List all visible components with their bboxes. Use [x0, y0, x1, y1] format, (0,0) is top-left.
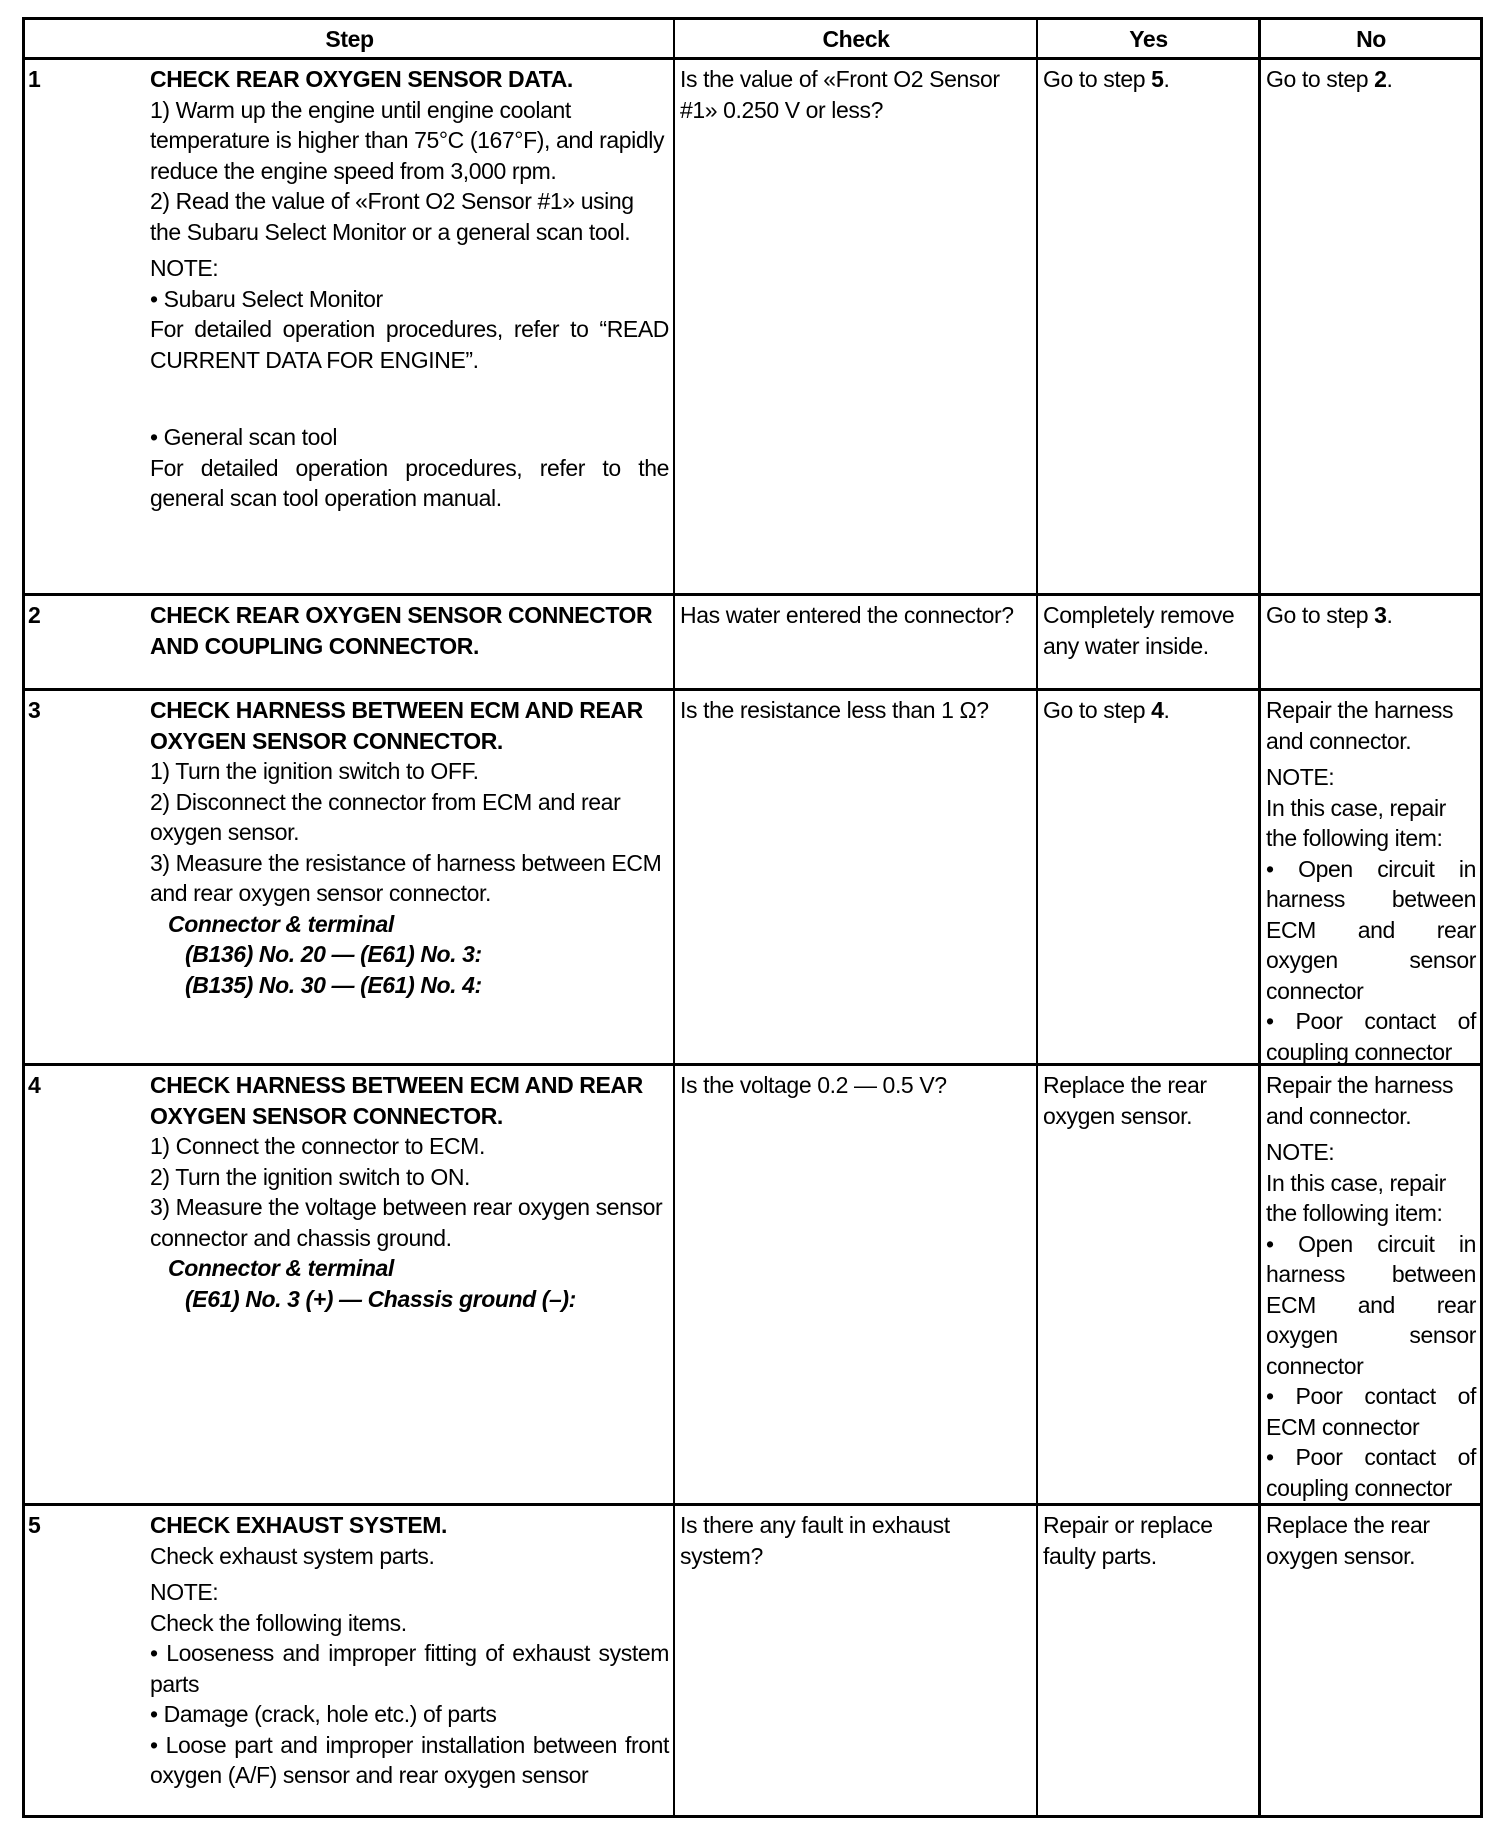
step-number: 4	[28, 1072, 41, 1098]
spec-line: (B135) No. 30 — (E61) No. 4:	[185, 971, 482, 998]
step-title: CHECK REAR OXYGEN SENSOR DATA.	[150, 66, 573, 92]
step-instruction: Check exhaust system parts.	[150, 1542, 435, 1569]
yes-action: Go to step 4.	[1043, 697, 1170, 723]
note-item: • Poor contact of ECM connector	[1266, 1383, 1476, 1440]
check-question: Is the value of «Front O2 Sensor #1» 0.250 V or less?	[680, 66, 1000, 123]
step-body	[150, 1510, 669, 1791]
note-item: • Poor contact of coupling connector	[1266, 1008, 1476, 1065]
no-cell	[1258, 1066, 1480, 1503]
check-cell	[673, 596, 1036, 688]
note-item: • Damage (crack, hole etc.) of parts	[150, 1701, 497, 1727]
no-action: Go to step 2.	[1266, 66, 1393, 92]
check-question: Is the resistance less than 1 Ω?	[680, 697, 989, 723]
note-label: NOTE:	[150, 1579, 219, 1605]
diagnostic-table	[22, 17, 1483, 1818]
spec-line: (E61) No. 3 (+) — Chassis ground (–):	[185, 1285, 576, 1312]
note-text: For detailed operation procedures, refer to the general scan tool operation manual.	[150, 454, 669, 511]
step-instruction: 3) Measure the resistance of harness between ECM and rear oxygen sensor connector.	[150, 849, 662, 906]
step-body	[150, 64, 669, 514]
step-instruction: 1) Warm up the engine until engine coolant temperature is higher than 75°C (167°F), and rapidly reduce the engine speed from 3,000 rpm.	[150, 96, 665, 184]
step-cell	[25, 1506, 673, 1815]
spec-label: Connector & terminal	[168, 910, 394, 937]
yes-cell	[1036, 1506, 1258, 1815]
check-cell	[673, 60, 1036, 593]
step-instruction: 2) Disconnect the connector from ECM and rear oxygen sensor.	[150, 788, 621, 845]
header-step: Step	[325, 26, 374, 52]
spec-label: Connector & terminal	[168, 1255, 394, 1281]
note-item: • Open circuit in harness between ECM and rear oxygen sensor connector	[1266, 1230, 1476, 1379]
no-action: Repair the harness and connector.	[1266, 697, 1454, 754]
header-no: No	[1258, 20, 1480, 57]
step-link: 4	[1151, 697, 1164, 723]
step-number: 3	[28, 697, 41, 723]
note-label: NOTE:	[1266, 764, 1335, 790]
step-body	[150, 695, 669, 1000]
step-cell	[25, 1066, 673, 1503]
table-row-step-5	[25, 1506, 1480, 1815]
yes-action: Completely remove any water inside.	[1043, 602, 1235, 659]
check-cell	[673, 1506, 1036, 1815]
table-header-row	[25, 20, 1480, 60]
yes-action: Replace the rear oxygen sensor.	[1043, 1072, 1207, 1129]
table-row-step-1	[25, 60, 1480, 596]
note-label: NOTE:	[150, 255, 219, 281]
step-title: CHECK HARNESS BETWEEN ECM AND REAR OXYGEN SENSOR CONNECTOR.	[150, 1072, 643, 1129]
yes-cell	[1036, 596, 1258, 688]
step-title: CHECK EXHAUST SYSTEM.	[150, 1512, 448, 1538]
note-bullet: • Subaru Select Monitor	[150, 285, 383, 312]
step-number: 1	[28, 66, 41, 92]
step-instruction: 3) Measure the voltage between rear oxygen sensor connector and chassis ground.	[150, 1194, 663, 1251]
header-check: Check	[673, 20, 1036, 57]
yes-cell	[1036, 691, 1258, 1063]
check-cell	[673, 1066, 1036, 1503]
no-cell	[1258, 596, 1480, 688]
check-cell	[673, 691, 1036, 1063]
no-action: Go to step 3.	[1266, 602, 1393, 628]
step-instruction: 2) Read the value of «Front O2 Sensor #1» using the Subaru Select Monitor or a general scan tool.	[150, 188, 634, 245]
yes-cell	[1036, 60, 1258, 593]
check-question: Is the voltage 0.2 — 0.5 V?	[680, 1072, 947, 1098]
no-cell	[1258, 691, 1480, 1063]
step-link: 2	[1374, 66, 1387, 92]
yes-action: Repair or replace faulty parts.	[1043, 1512, 1213, 1569]
step-cell	[25, 691, 673, 1063]
step-link: 3	[1374, 602, 1387, 628]
step-instruction: 2) Turn the ignition switch to ON.	[150, 1163, 471, 1190]
step-instruction: 1) Turn the ignition switch to OFF.	[150, 758, 479, 784]
note-item: • Open circuit in harness between ECM and rear oxygen sensor connector	[1266, 855, 1476, 1004]
step-title: CHECK REAR OXYGEN SENSOR CONNECTOR AND COUPLING CONNECTOR.	[150, 602, 653, 659]
note-label: NOTE:	[1266, 1139, 1335, 1165]
yes-cell	[1036, 1066, 1258, 1503]
step-instruction: 1) Connect the connector to ECM.	[150, 1133, 485, 1159]
header-yes: Yes	[1036, 20, 1258, 57]
step-number: 5	[28, 1512, 41, 1538]
note-intro: Check the following items.	[150, 1609, 407, 1636]
note-item: • Poor contact of coupling connector	[1266, 1444, 1476, 1501]
note-item: • Looseness and improper fitting of exhaust system parts	[150, 1640, 669, 1697]
note-bullet: • General scan tool	[150, 424, 338, 450]
step-cell	[25, 596, 673, 688]
step-cell	[25, 60, 673, 593]
step-link: 5	[1151, 66, 1164, 92]
table-row-step-2	[25, 596, 1480, 691]
step-number: 2	[28, 602, 41, 628]
no-cell	[1258, 60, 1480, 593]
yes-action: Go to step 5.	[1043, 66, 1170, 92]
step-body	[150, 1070, 669, 1314]
table-row-step-4	[25, 1066, 1480, 1506]
note-item: • Loose part and improper installation between front oxygen (A/F) sensor and rear oxygen sensor	[150, 1731, 669, 1788]
step-body	[150, 600, 669, 661]
check-question: Is there any fault in exhaust system?	[680, 1512, 950, 1569]
note-intro: In this case, repair the following item:	[1266, 794, 1446, 851]
step-title: CHECK HARNESS BETWEEN ECM AND REAR OXYGEN SENSOR CONNECTOR.	[150, 697, 643, 754]
no-cell	[1258, 1506, 1480, 1815]
table-row-step-3	[25, 691, 1480, 1066]
note-text: For detailed operation procedures, refer to “READ CURRENT DATA FOR ENGINE”.	[150, 316, 669, 373]
no-action: Repair the harness and connector.	[1266, 1072, 1454, 1129]
note-intro: In this case, repair the following item:	[1266, 1169, 1446, 1226]
no-action: Replace the rear oxygen sensor.	[1266, 1512, 1430, 1569]
check-question: Has water entered the connector?	[680, 602, 1014, 628]
spec-line: (B136) No. 20 — (E61) No. 3:	[185, 941, 482, 967]
